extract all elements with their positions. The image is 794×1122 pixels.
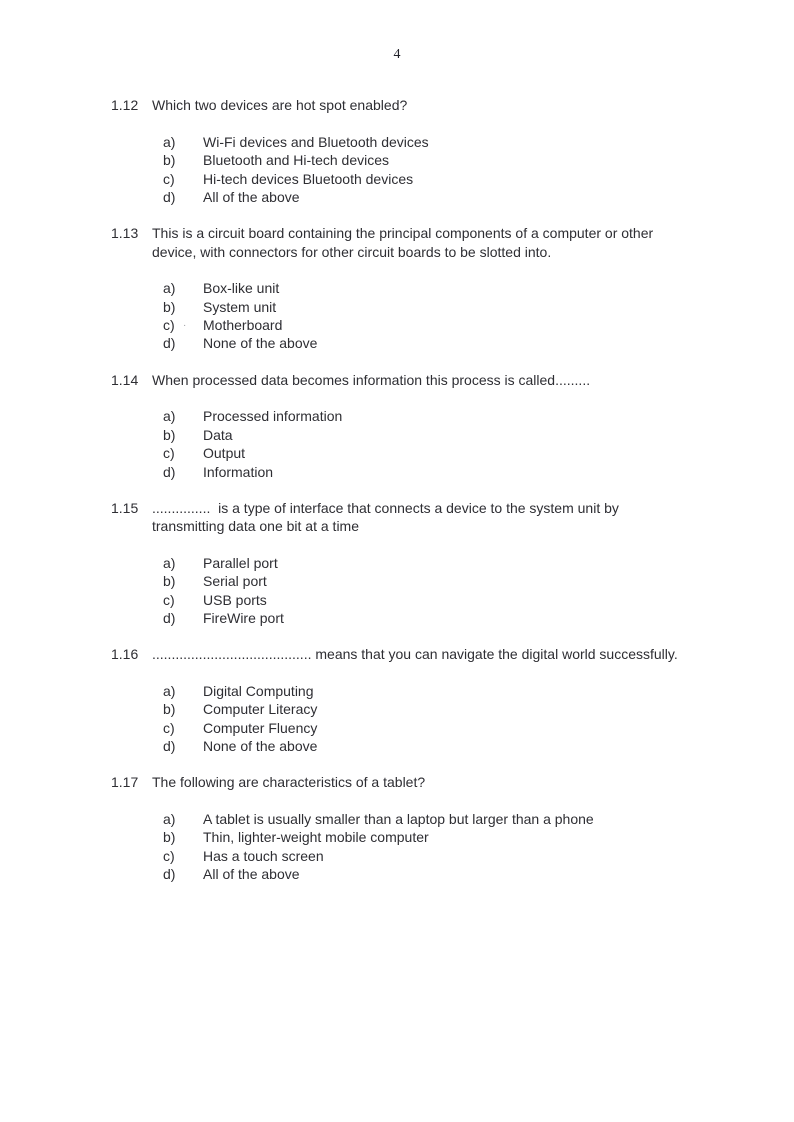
option-text: Information [203, 463, 274, 480]
option-text: Box-like unit [203, 280, 280, 297]
question-line: ............... is a type of interface that connects a device to the system unit by [152, 499, 619, 516]
option-letter: c) [163, 591, 175, 608]
option-text: Wi-Fi devices and Bluetooth devices [203, 133, 429, 150]
option-letter: d) [163, 463, 176, 480]
question-text [152, 773, 794, 791]
option-letter: b) [163, 426, 176, 443]
option-text: FireWire port [203, 609, 284, 626]
option-a [163, 682, 794, 700]
option-b [163, 151, 794, 169]
question-line: ......................................... means that you can navigate the digital world successfully. [152, 646, 678, 663]
question-line: This is a circuit board containing the principal components of a computer or other [152, 225, 654, 242]
option-text: Serial port [203, 573, 267, 590]
option-c [163, 170, 794, 188]
option-text: All of the above [203, 866, 300, 882]
option-text: Parallel port [203, 554, 278, 571]
option-letter: d) [163, 737, 176, 754]
option-a [163, 407, 794, 425]
option-text: All of the above [203, 189, 300, 206]
question-text [152, 645, 794, 663]
option-a [163, 279, 794, 297]
options-list [0, 554, 794, 628]
option-letter: a) [163, 280, 176, 297]
option-text: None of the above [203, 335, 318, 352]
option-d [163, 865, 794, 883]
option-text: Motherboard [203, 317, 283, 334]
option-letter: a) [163, 133, 176, 150]
option-text: Bluetooth and Hi-tech devices [203, 152, 389, 169]
option-text: Digital Computing [203, 682, 314, 699]
question-text [152, 224, 794, 261]
question-line: transmitting data one bit at a time [152, 518, 359, 535]
option-text: Output [203, 445, 246, 462]
option-text: A tablet is usually smaller than a laptop but larger than a phone [203, 810, 594, 827]
option-c [163, 591, 794, 609]
question-text [152, 96, 794, 114]
question-1-17 [0, 773, 794, 883]
question-number: 1.17 [111, 774, 139, 791]
option-letter: a) [163, 810, 176, 827]
option-d [163, 737, 794, 755]
option-letter: b) [163, 573, 176, 590]
question-number: 1.16 [111, 646, 139, 663]
option-letter: b) [163, 298, 176, 315]
option-letter: c) [163, 719, 175, 736]
option-letter: c) [163, 847, 175, 864]
option-a [163, 554, 794, 572]
question-line: When processed data becomes information this process is called......... [152, 371, 591, 388]
option-c [163, 719, 794, 737]
option-c [163, 444, 794, 462]
option-letter: d) [163, 189, 176, 206]
question-line: device, with connectors for other circuit boards to be slotted into. [152, 243, 552, 260]
question-number: 1.13 [111, 225, 139, 242]
option-a [163, 133, 794, 151]
option-text: Has a touch screen [203, 847, 324, 864]
option-letter: a) [163, 682, 176, 699]
question-number: 1.12 [111, 97, 139, 114]
question-1-13 [0, 224, 794, 352]
question-number: 1.14 [111, 371, 139, 388]
option-text: System unit [203, 298, 277, 315]
scan-artifact-mark: · [183, 320, 187, 332]
option-b [163, 828, 794, 846]
option-a [163, 810, 794, 828]
options-list [0, 133, 794, 207]
question-1-14 [0, 371, 794, 481]
option-letter: d) [163, 866, 176, 882]
option-letter: c) [163, 317, 175, 334]
options-list [0, 810, 794, 884]
option-b [163, 700, 794, 718]
question-text [152, 499, 794, 536]
option-letter: d) [163, 609, 176, 626]
options-list [0, 279, 794, 353]
option-text: USB ports [203, 591, 267, 608]
question-line: The following are characteristics of a tablet? [152, 774, 426, 791]
option-text: Thin, lighter-weight mobile computer [203, 829, 429, 846]
page-number: 4 [393, 47, 401, 62]
option-letter: b) [163, 829, 176, 846]
question-1-15 [0, 499, 794, 627]
option-letter: a) [163, 408, 176, 425]
option-text: None of the above [203, 737, 318, 754]
option-d [163, 463, 794, 481]
option-letter: b) [163, 152, 176, 169]
option-letter: c) [163, 170, 175, 187]
option-b [163, 426, 794, 444]
options-list [0, 407, 794, 481]
options-list [0, 682, 794, 756]
option-text: Computer Literacy [203, 701, 318, 718]
option-c [163, 316, 794, 334]
option-text: Processed information [203, 408, 343, 425]
option-d [163, 334, 794, 352]
option-b [163, 298, 794, 316]
option-text: Computer Fluency [203, 719, 318, 736]
option-letter: a) [163, 554, 176, 571]
option-d [163, 609, 794, 627]
option-letter: b) [163, 701, 176, 718]
question-1-16 [0, 645, 794, 755]
option-b [163, 572, 794, 590]
option-letter: c) [163, 445, 175, 462]
option-text: Hi-tech devices Bluetooth devices [203, 170, 414, 187]
question-line: Which two devices are hot spot enabled? [152, 97, 408, 114]
option-letter: d) [163, 335, 176, 352]
option-c [163, 847, 794, 865]
option-text: Data [203, 426, 233, 443]
question-number: 1.15 [111, 499, 139, 516]
question-1-12 [0, 96, 794, 206]
question-text [152, 371, 794, 389]
option-d [163, 188, 794, 206]
